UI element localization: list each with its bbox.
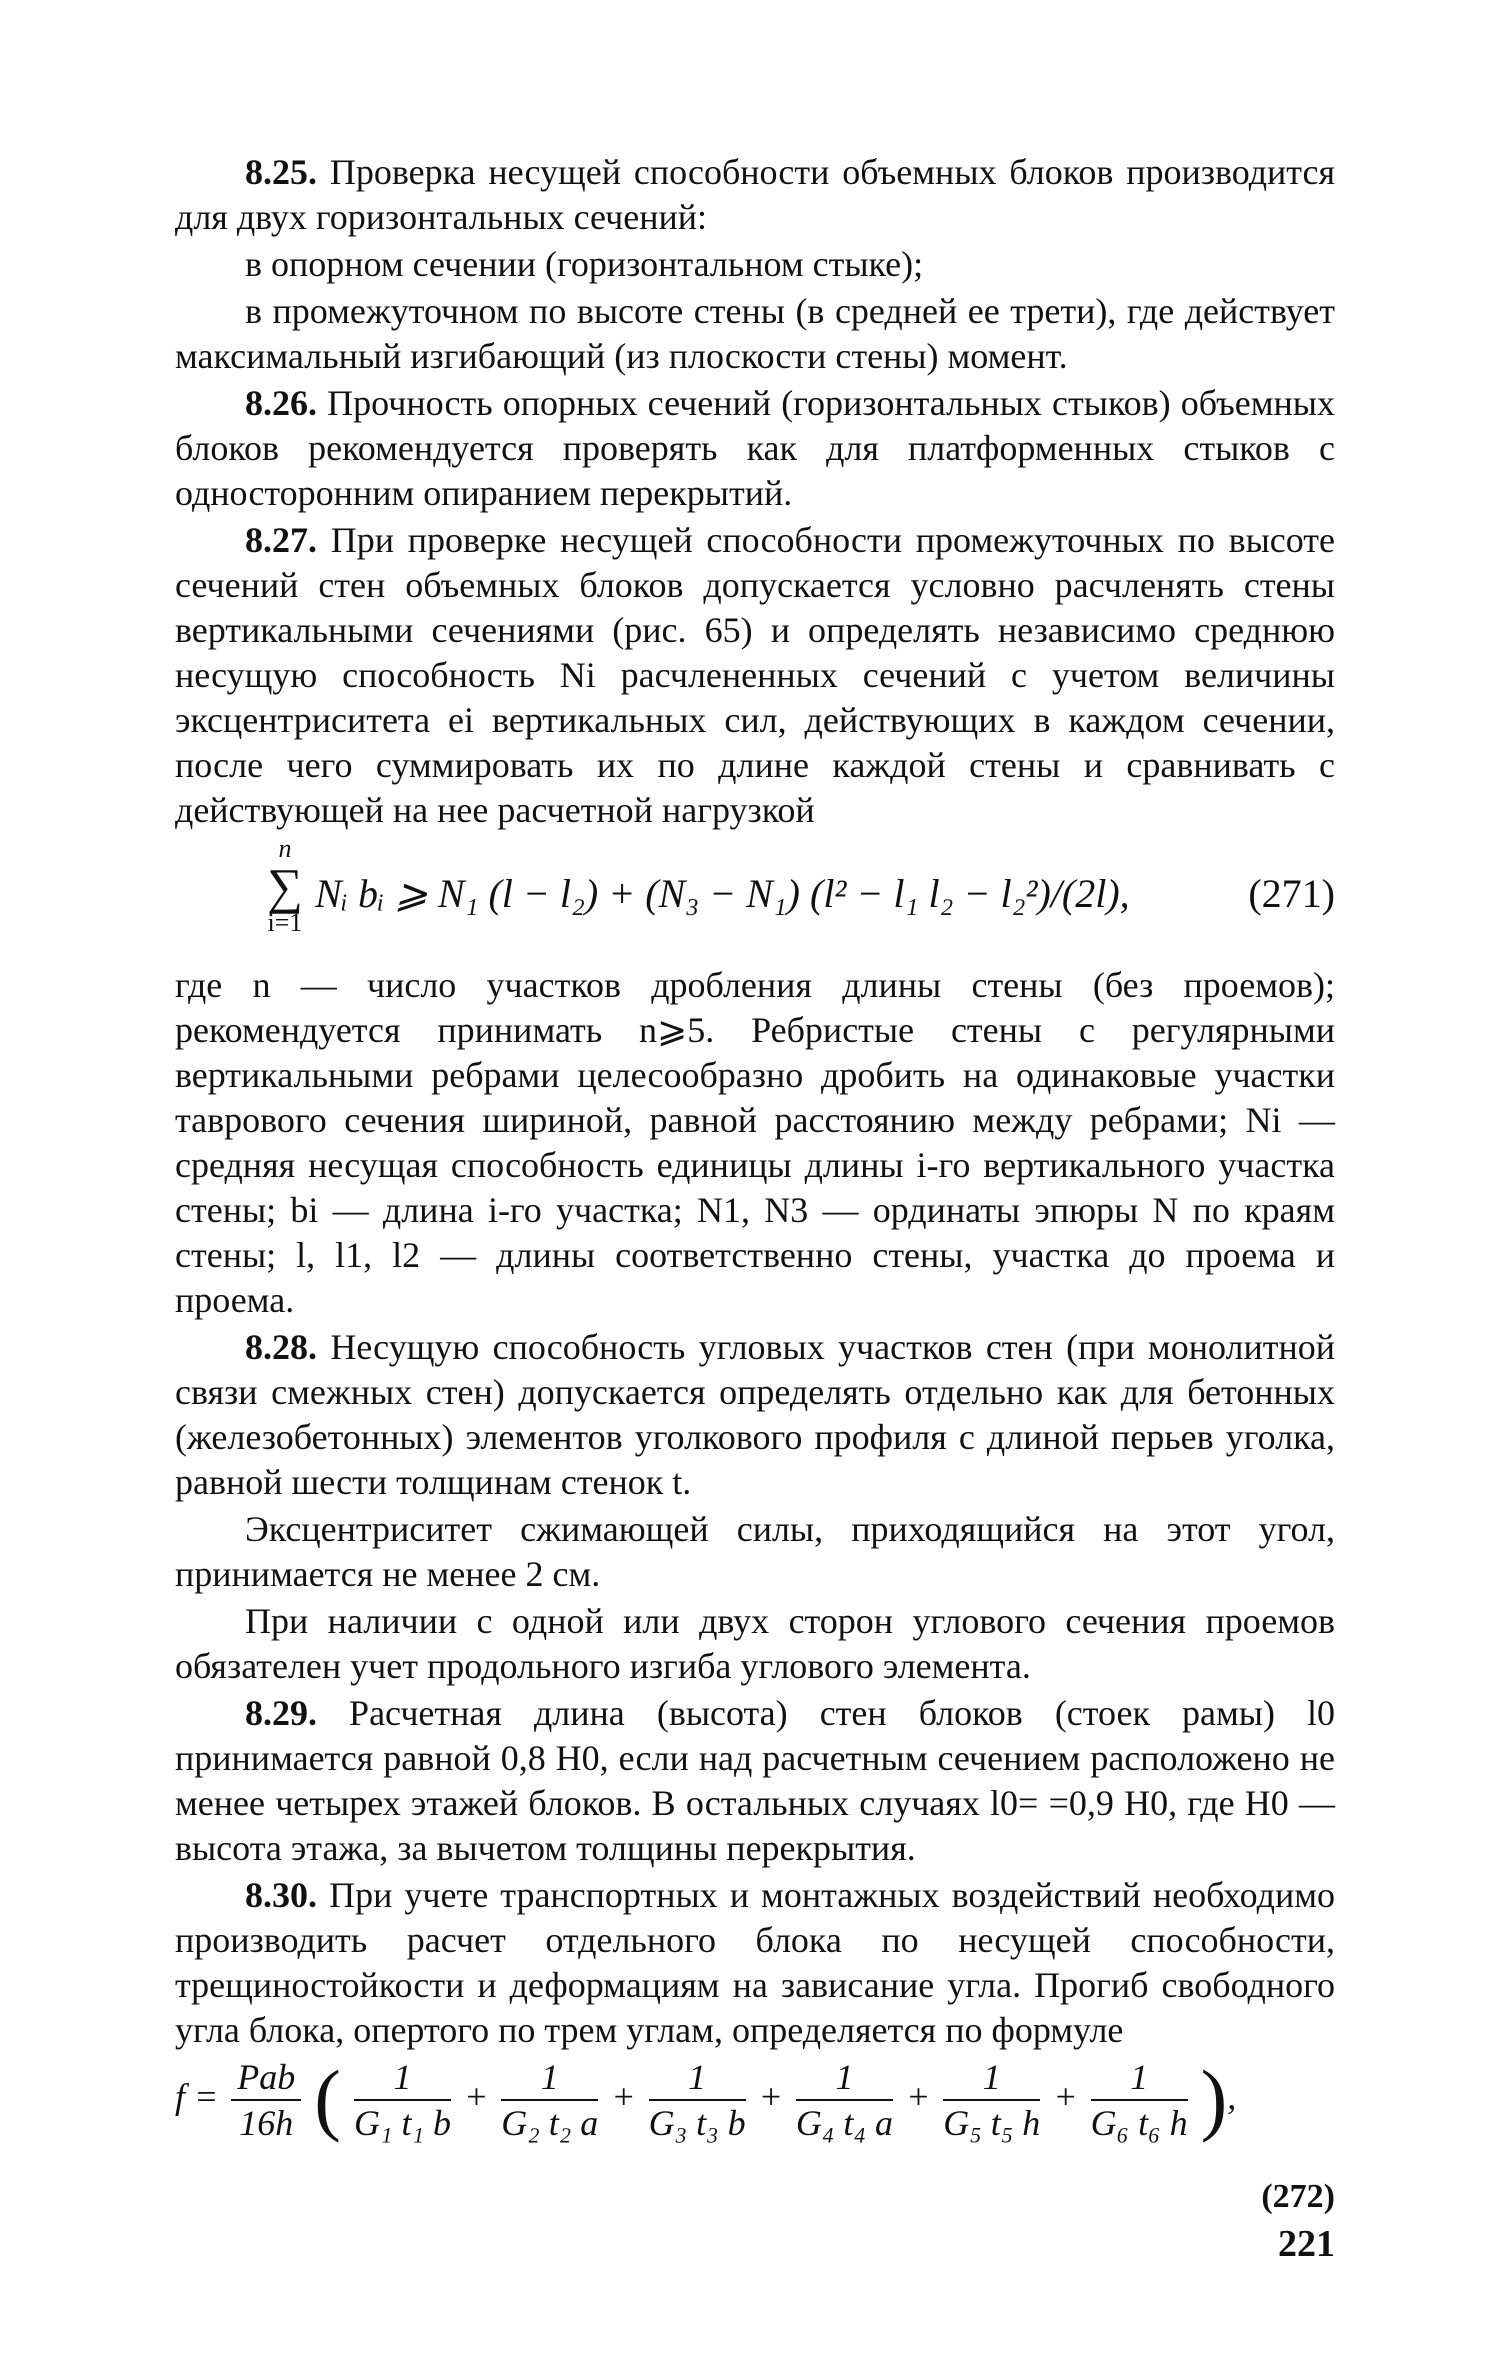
open-paren: ( — [314, 2055, 341, 2144]
clause-number: 8.27. — [245, 520, 317, 560]
paragraph-item — [175, 1507, 1335, 1597]
clause-number: 8.29. — [245, 1693, 317, 1733]
paragraph-text: При учете транспортных и монтажных воздействий необходимо производить расчет отдельного блока по несущей способности, трещиностойкости и деформациям на зависание угла. Прогиб свободного угла блока, опертого по трем углам, определяется по формуле — [175, 1875, 1335, 2050]
page-body — [175, 150, 1335, 2269]
formula-expression: Nᵢ bᵢ ⩾ N₁ (l − l₂) + (N₃ − N₁) (l² − l₁ l₂ − l₂²)/(2l), — [315, 871, 1130, 916]
paragraph-text: При наличии с одной или двух сторон углового сечения проемов обязателен учет продольного изгиба углового элемента. — [175, 1601, 1335, 1686]
paragraph-text: где n — число участков дробления длины стены (без проемов); рекомендуется принимать n⩾5. Ребристые стены с регулярными вертикальными ребрами целесообразно дробить на одинаковые участки таврового сечения шириной, равной расстоянию между ребрами; Ni — средняя несущая способность единицы длины i-го вертикального участка стены; bi — длина i-го участка; N1, N3 — ординаты эпюры N по краям стены; l, l1, l2 — длины соответственно стены, участка до проема и проема. — [175, 965, 1335, 1320]
paragraph-8-26 — [175, 381, 1335, 516]
paragraph-text: Несущую способность угловых участков стен (при монолитной связи смежных стен) допускается определять отдельно как для бетонных (железобетонных) элементов уголкового профиля с длиной перьев уголка, равной шести толщинам стенок t. — [175, 1327, 1335, 1502]
clause-number: 8.25. — [245, 152, 317, 192]
plus-sign: + — [463, 2076, 489, 2117]
fraction-numerator: 1 — [501, 2055, 598, 2101]
clause-number: 8.30. — [245, 1875, 317, 1915]
fraction-denominator: G₂ t₂ a — [501, 2103, 599, 2143]
formula-272 — [175, 2055, 1335, 2175]
fraction-numerator: 1 — [649, 2055, 746, 2101]
plus-sign: + — [611, 2076, 636, 2117]
summation-sign — [255, 835, 315, 937]
fraction-term — [354, 2055, 451, 2145]
paragraph-text: в промежуточном по высоте стены (в средней ее трети), где действует максимальный изгибающий (из плоскости стены) момент. — [175, 291, 1335, 376]
paragraph-text: в опорном сечении (горизонтальном стыке); — [245, 244, 924, 284]
fraction-numerator: Pab — [231, 2055, 301, 2101]
fraction-denominator: G₃ t₃ b — [648, 2103, 746, 2143]
fraction-denominator: G₆ t₆ h — [1090, 2103, 1188, 2143]
formula-271 — [175, 835, 1335, 963]
paragraph-item — [175, 289, 1335, 379]
fraction-numerator: 1 — [1091, 2055, 1188, 2101]
paragraph-8-30 — [175, 1873, 1335, 2053]
equation-number: (271) — [1248, 871, 1335, 916]
paragraph-text: Расчетная длина (высота) стен блоков (стоек рамы) l0 принимается равной 0,8 H0, если над расчетным сечением расположено не менее четырех этажей блоков. В остальных случаях l0= =0,9 H0, где H0 — высота этажа, за вычетом толщины перекрытия. — [175, 1693, 1335, 1868]
formula-tail: , — [1227, 2076, 1237, 2117]
paragraph-8-28 — [175, 1325, 1335, 1505]
fraction-term — [796, 2055, 893, 2145]
fraction-numerator: 1 — [796, 2055, 893, 2101]
paragraph-8-29 — [175, 1691, 1335, 1871]
fraction-prefactor — [231, 2055, 301, 2145]
sum-lower-limit: i=1 — [267, 908, 303, 937]
close-paren: ) — [1200, 2055, 1228, 2144]
fraction-denominator: 16h — [239, 2103, 294, 2143]
equation-number: (272) — [1261, 2178, 1335, 2215]
paragraph-definitions — [175, 963, 1335, 1323]
clause-number: 8.26. — [245, 383, 317, 423]
fraction-denominator: G₁ t₁ b — [353, 2103, 451, 2143]
sum-upper-limit: n — [278, 834, 292, 863]
fraction-denominator: G₄ t₄ a — [795, 2103, 893, 2143]
paragraph-item — [175, 1599, 1335, 1689]
fraction-denominator: G₅ t₅ h — [943, 2103, 1041, 2143]
fraction-term — [1091, 2055, 1188, 2145]
formula-272-line — [175, 2055, 1236, 2145]
plus-sign: + — [1053, 2076, 1078, 2117]
fraction-term — [649, 2055, 746, 2145]
sum-symbol: ∑ — [267, 858, 303, 914]
paragraph-8-25 — [175, 150, 1335, 240]
fraction-term — [501, 2055, 598, 2145]
paragraph-text: Проверка несущей способности объемных блоков производится для двух горизонтальных сечений: — [175, 152, 1335, 237]
plus-sign: + — [905, 2076, 931, 2117]
fraction-term — [943, 2055, 1040, 2145]
paragraph-text: Прочность опорных сечений (горизонтальных стыков) объемных блоков рекомендуется проверять как для платформенных стыков с односторонним опиранием перекрытий. — [175, 383, 1335, 513]
paragraph-8-27 — [175, 518, 1335, 833]
plus-sign: + — [758, 2076, 783, 2117]
page-number: 221 — [1278, 2223, 1335, 2265]
formula-lhs: f = — [175, 2076, 219, 2117]
clause-number: 8.28. — [245, 1327, 317, 1367]
fraction-numerator: 1 — [354, 2055, 451, 2101]
paragraph-text: При проверке несущей способности промежуточных по высоте сечений стен объемных блоков допускается условно расчленять стены вертикальными сечениями (рис. 65) и определять независимо среднюю несущую способность Ni расчлененных сечений с учетом величины эксцентриситета ei вертикальных сил, действующих в каждом сечении, после чего суммировать их по длине каждой стены и сравнивать с действующей на нее расчетной нагрузкой — [175, 520, 1335, 830]
paragraph-item — [175, 242, 1335, 287]
fraction-numerator: 1 — [943, 2055, 1040, 2101]
paragraph-text: Эксцентриситет сжимающей силы, приходящийся на этот угол, принимается не менее 2 см. — [175, 1509, 1335, 1594]
